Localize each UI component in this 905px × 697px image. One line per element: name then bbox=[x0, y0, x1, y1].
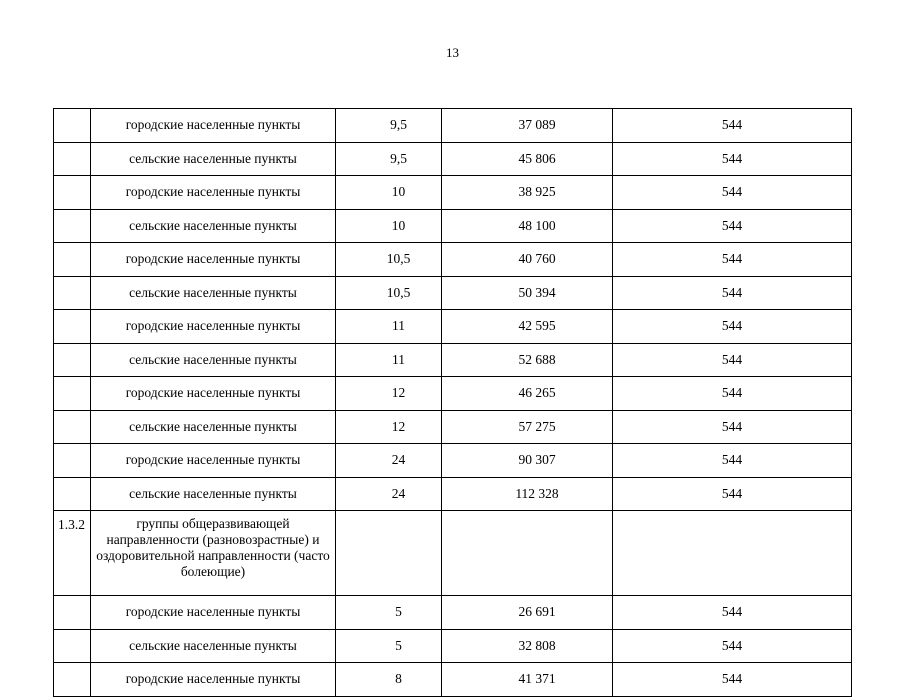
settlement-type-cell: сельские населенные пункты bbox=[91, 142, 336, 176]
settlement-type-cell: группы общеразвивающей направленности (разновозрастные) и оздоровительной направленности (часто болеющие) bbox=[91, 511, 336, 596]
code-cell: 544 bbox=[613, 629, 852, 663]
settlement-type-cell: городские населенные пункты bbox=[91, 310, 336, 344]
code-cell: 544 bbox=[613, 343, 852, 377]
table-row bbox=[54, 377, 852, 411]
code-cell: 544 bbox=[613, 109, 852, 143]
hours-cell: 12 bbox=[336, 377, 442, 411]
row-number-cell bbox=[54, 477, 91, 511]
code-cell: 544 bbox=[613, 410, 852, 444]
hours-cell: 10 bbox=[336, 209, 442, 243]
code-cell: 544 bbox=[613, 310, 852, 344]
code-cell: 544 bbox=[613, 663, 852, 697]
cost-cell: 26 691 bbox=[442, 596, 613, 630]
cost-cell: 38 925 bbox=[442, 176, 613, 210]
code-cell: 544 bbox=[613, 209, 852, 243]
row-number-cell bbox=[54, 176, 91, 210]
code-cell: 544 bbox=[613, 243, 852, 277]
row-number-cell bbox=[54, 596, 91, 630]
data-table bbox=[53, 108, 852, 697]
hours-cell: 5 bbox=[336, 629, 442, 663]
hours-cell: 5 bbox=[336, 596, 442, 630]
hours-cell: 10 bbox=[336, 176, 442, 210]
settlement-type-cell: сельские населенные пункты bbox=[91, 209, 336, 243]
table-row bbox=[54, 209, 852, 243]
settlement-type-cell: городские населенные пункты bbox=[91, 444, 336, 478]
hours-cell: 12 bbox=[336, 410, 442, 444]
hours-cell: 11 bbox=[336, 310, 442, 344]
row-number-cell bbox=[54, 343, 91, 377]
hours-cell: 8 bbox=[336, 663, 442, 697]
settlement-type-cell: городские населенные пункты bbox=[91, 596, 336, 630]
settlement-type-cell: сельские населенные пункты bbox=[91, 343, 336, 377]
cost-cell: 37 089 bbox=[442, 109, 613, 143]
hours-cell bbox=[336, 511, 442, 596]
settlement-type-cell: сельские населенные пункты bbox=[91, 477, 336, 511]
row-number-cell bbox=[54, 142, 91, 176]
row-number-cell bbox=[54, 377, 91, 411]
cost-cell: 40 760 bbox=[442, 243, 613, 277]
cost-cell: 48 100 bbox=[442, 209, 613, 243]
table-row bbox=[54, 663, 852, 697]
cost-cell: 52 688 bbox=[442, 343, 613, 377]
settlement-type-cell: городские населенные пункты bbox=[91, 243, 336, 277]
hours-cell: 9,5 bbox=[336, 109, 442, 143]
table-row bbox=[54, 596, 852, 630]
table-row bbox=[54, 477, 852, 511]
table-row bbox=[54, 629, 852, 663]
hours-cell: 10,5 bbox=[336, 243, 442, 277]
code-cell: 544 bbox=[613, 477, 852, 511]
settlement-type-cell: сельские населенные пункты bbox=[91, 629, 336, 663]
row-number-cell bbox=[54, 243, 91, 277]
table-row bbox=[54, 444, 852, 478]
row-number-cell bbox=[54, 209, 91, 243]
table-row bbox=[54, 343, 852, 377]
cost-cell: 112 328 bbox=[442, 477, 613, 511]
code-cell: 544 bbox=[613, 142, 852, 176]
table-row bbox=[54, 276, 852, 310]
code-cell: 544 bbox=[613, 596, 852, 630]
table-row bbox=[54, 511, 852, 596]
settlement-type-cell: городские населенные пункты bbox=[91, 663, 336, 697]
code-cell: 544 bbox=[613, 444, 852, 478]
cost-cell: 32 808 bbox=[442, 629, 613, 663]
row-number-cell bbox=[54, 629, 91, 663]
settlement-type-cell: сельские населенные пункты bbox=[91, 410, 336, 444]
code-cell bbox=[613, 511, 852, 596]
code-cell: 544 bbox=[613, 176, 852, 210]
row-number-cell bbox=[54, 410, 91, 444]
row-number-cell bbox=[54, 310, 91, 344]
row-number-cell bbox=[54, 663, 91, 697]
table-body bbox=[54, 109, 852, 697]
page-number: 13 bbox=[446, 45, 459, 60]
hours-cell: 11 bbox=[336, 343, 442, 377]
row-number-cell bbox=[54, 276, 91, 310]
settlement-type-cell: городские населенные пункты bbox=[91, 377, 336, 411]
hours-cell: 10,5 bbox=[336, 276, 442, 310]
table-row bbox=[54, 109, 852, 143]
cost-cell: 42 595 bbox=[442, 310, 613, 344]
cost-cell bbox=[442, 511, 613, 596]
table-row bbox=[54, 243, 852, 277]
table-row bbox=[54, 410, 852, 444]
cost-cell: 57 275 bbox=[442, 410, 613, 444]
cost-cell: 45 806 bbox=[442, 142, 613, 176]
hours-cell: 9,5 bbox=[336, 142, 442, 176]
cost-cell: 90 307 bbox=[442, 444, 613, 478]
table-row bbox=[54, 142, 852, 176]
settlement-type-cell: городские населенные пункты bbox=[91, 109, 336, 143]
settlement-type-cell: сельские населенные пункты bbox=[91, 276, 336, 310]
table-row bbox=[54, 310, 852, 344]
hours-cell: 24 bbox=[336, 444, 442, 478]
row-number-cell bbox=[54, 444, 91, 478]
row-number-cell: 1.3.2 bbox=[54, 511, 91, 596]
hours-cell: 24 bbox=[336, 477, 442, 511]
table-row bbox=[54, 176, 852, 210]
cost-cell: 50 394 bbox=[442, 276, 613, 310]
cost-cell: 46 265 bbox=[442, 377, 613, 411]
code-cell: 544 bbox=[613, 377, 852, 411]
code-cell: 544 bbox=[613, 276, 852, 310]
settlement-type-cell: городские населенные пункты bbox=[91, 176, 336, 210]
cost-cell: 41 371 bbox=[442, 663, 613, 697]
row-number-cell bbox=[54, 109, 91, 143]
